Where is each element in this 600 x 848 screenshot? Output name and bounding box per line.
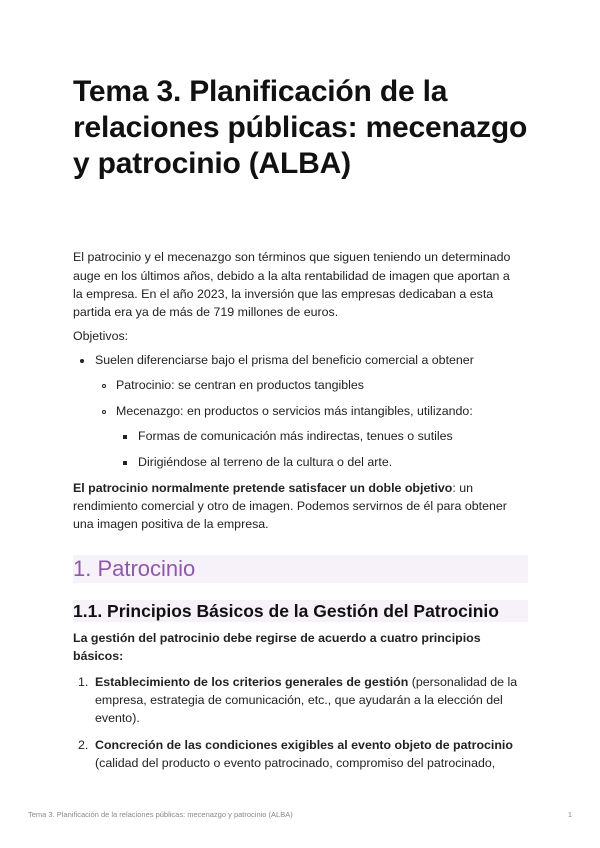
list-item: Formas de comunicación más indirectas, tenues o sutiles (138, 429, 453, 443)
intro-line-4: partida era ya de más de 719 millones de euros. (73, 305, 339, 319)
principle-2-bold: Concreción de las condiciones exigibles al evento objeto de patrocinio (95, 738, 513, 752)
principle-2-line-2: (calidad del producto o evento patrocinado, compromiso del patrocinado, (95, 756, 496, 770)
footer-title: Tema 3. Planificación de la relaciones públicas: mecenazgo y patrocinio (ALBA) (28, 810, 293, 819)
principle-1-rest: (personalidad de la (408, 675, 518, 689)
bullet-square-icon (123, 461, 127, 465)
page-title: Tema 3. Planificación de la relaciones públicas: mecenazgo y patrocinio (ALBA) (73, 75, 528, 180)
list-number: 1. (78, 675, 89, 689)
page-number: 1 (567, 810, 572, 819)
list-item: Patrocinio: se centran en productos tangibles (116, 378, 364, 392)
list-item: Suelen diferenciarse bajo el prisma del beneficio comercial a obtener (95, 353, 474, 367)
list-item: Mecenazgo: en productos o servicios más intangibles, utilizando: (116, 404, 473, 418)
bullet-circle-icon (102, 410, 106, 414)
doble-objetivo-line-2: rendimiento comercial y otro de imagen. Podemos servirnos de él para obtener (73, 499, 507, 513)
intro-line-2: auge en los últimos años, debido a la alta rentabilidad de imagen que aportan a (73, 269, 510, 283)
principle-1-line-3: evento). (95, 711, 140, 725)
principles-intro-line-2: básicos: (73, 649, 124, 663)
principle-1-line-1 (95, 673, 528, 691)
intro-line-3: la empresa. En el año 2023, la inversión que las empresas dedicaban a esta (73, 287, 494, 301)
bullet-square-icon (123, 435, 127, 439)
doble-objetivo-bold: El patrocinio normalmente pretende satisfacer un doble objetivo (73, 481, 453, 495)
principles-intro-line-1: La gestión del patrocinio debe regirse de acuerdo a cuatro principios (73, 631, 481, 645)
subsection-heading-principios: 1.1. Principios Básicos de la Gestión del Patrocinio (73, 600, 528, 622)
bullet-disc-icon (80, 359, 84, 363)
doble-objetivo-line-3: una imagen positiva de la empresa. (73, 517, 269, 531)
list-item: Dirigiéndose al terreno de la cultura o del arte. (138, 455, 393, 469)
principle-1-bold: Establecimiento de los criterios generales de gestión (95, 675, 409, 689)
intro-line-1: El patrocinio y el mecenazgo son términos que siguen teniendo un determinado (73, 250, 511, 264)
objetivos-label: Objetivos: (73, 329, 129, 343)
section-heading-patrocinio: 1. Patrocinio (73, 555, 528, 583)
bullet-circle-icon (102, 384, 106, 388)
page-footer (28, 810, 572, 819)
doble-objetivo-line-1 (73, 479, 528, 497)
doble-objetivo-rest: : un (452, 481, 474, 495)
principle-1-line-2: empresa, estrategia de comunicación, etc., que ayudarán a la elección del (95, 693, 503, 707)
list-number: 2. (78, 738, 89, 752)
